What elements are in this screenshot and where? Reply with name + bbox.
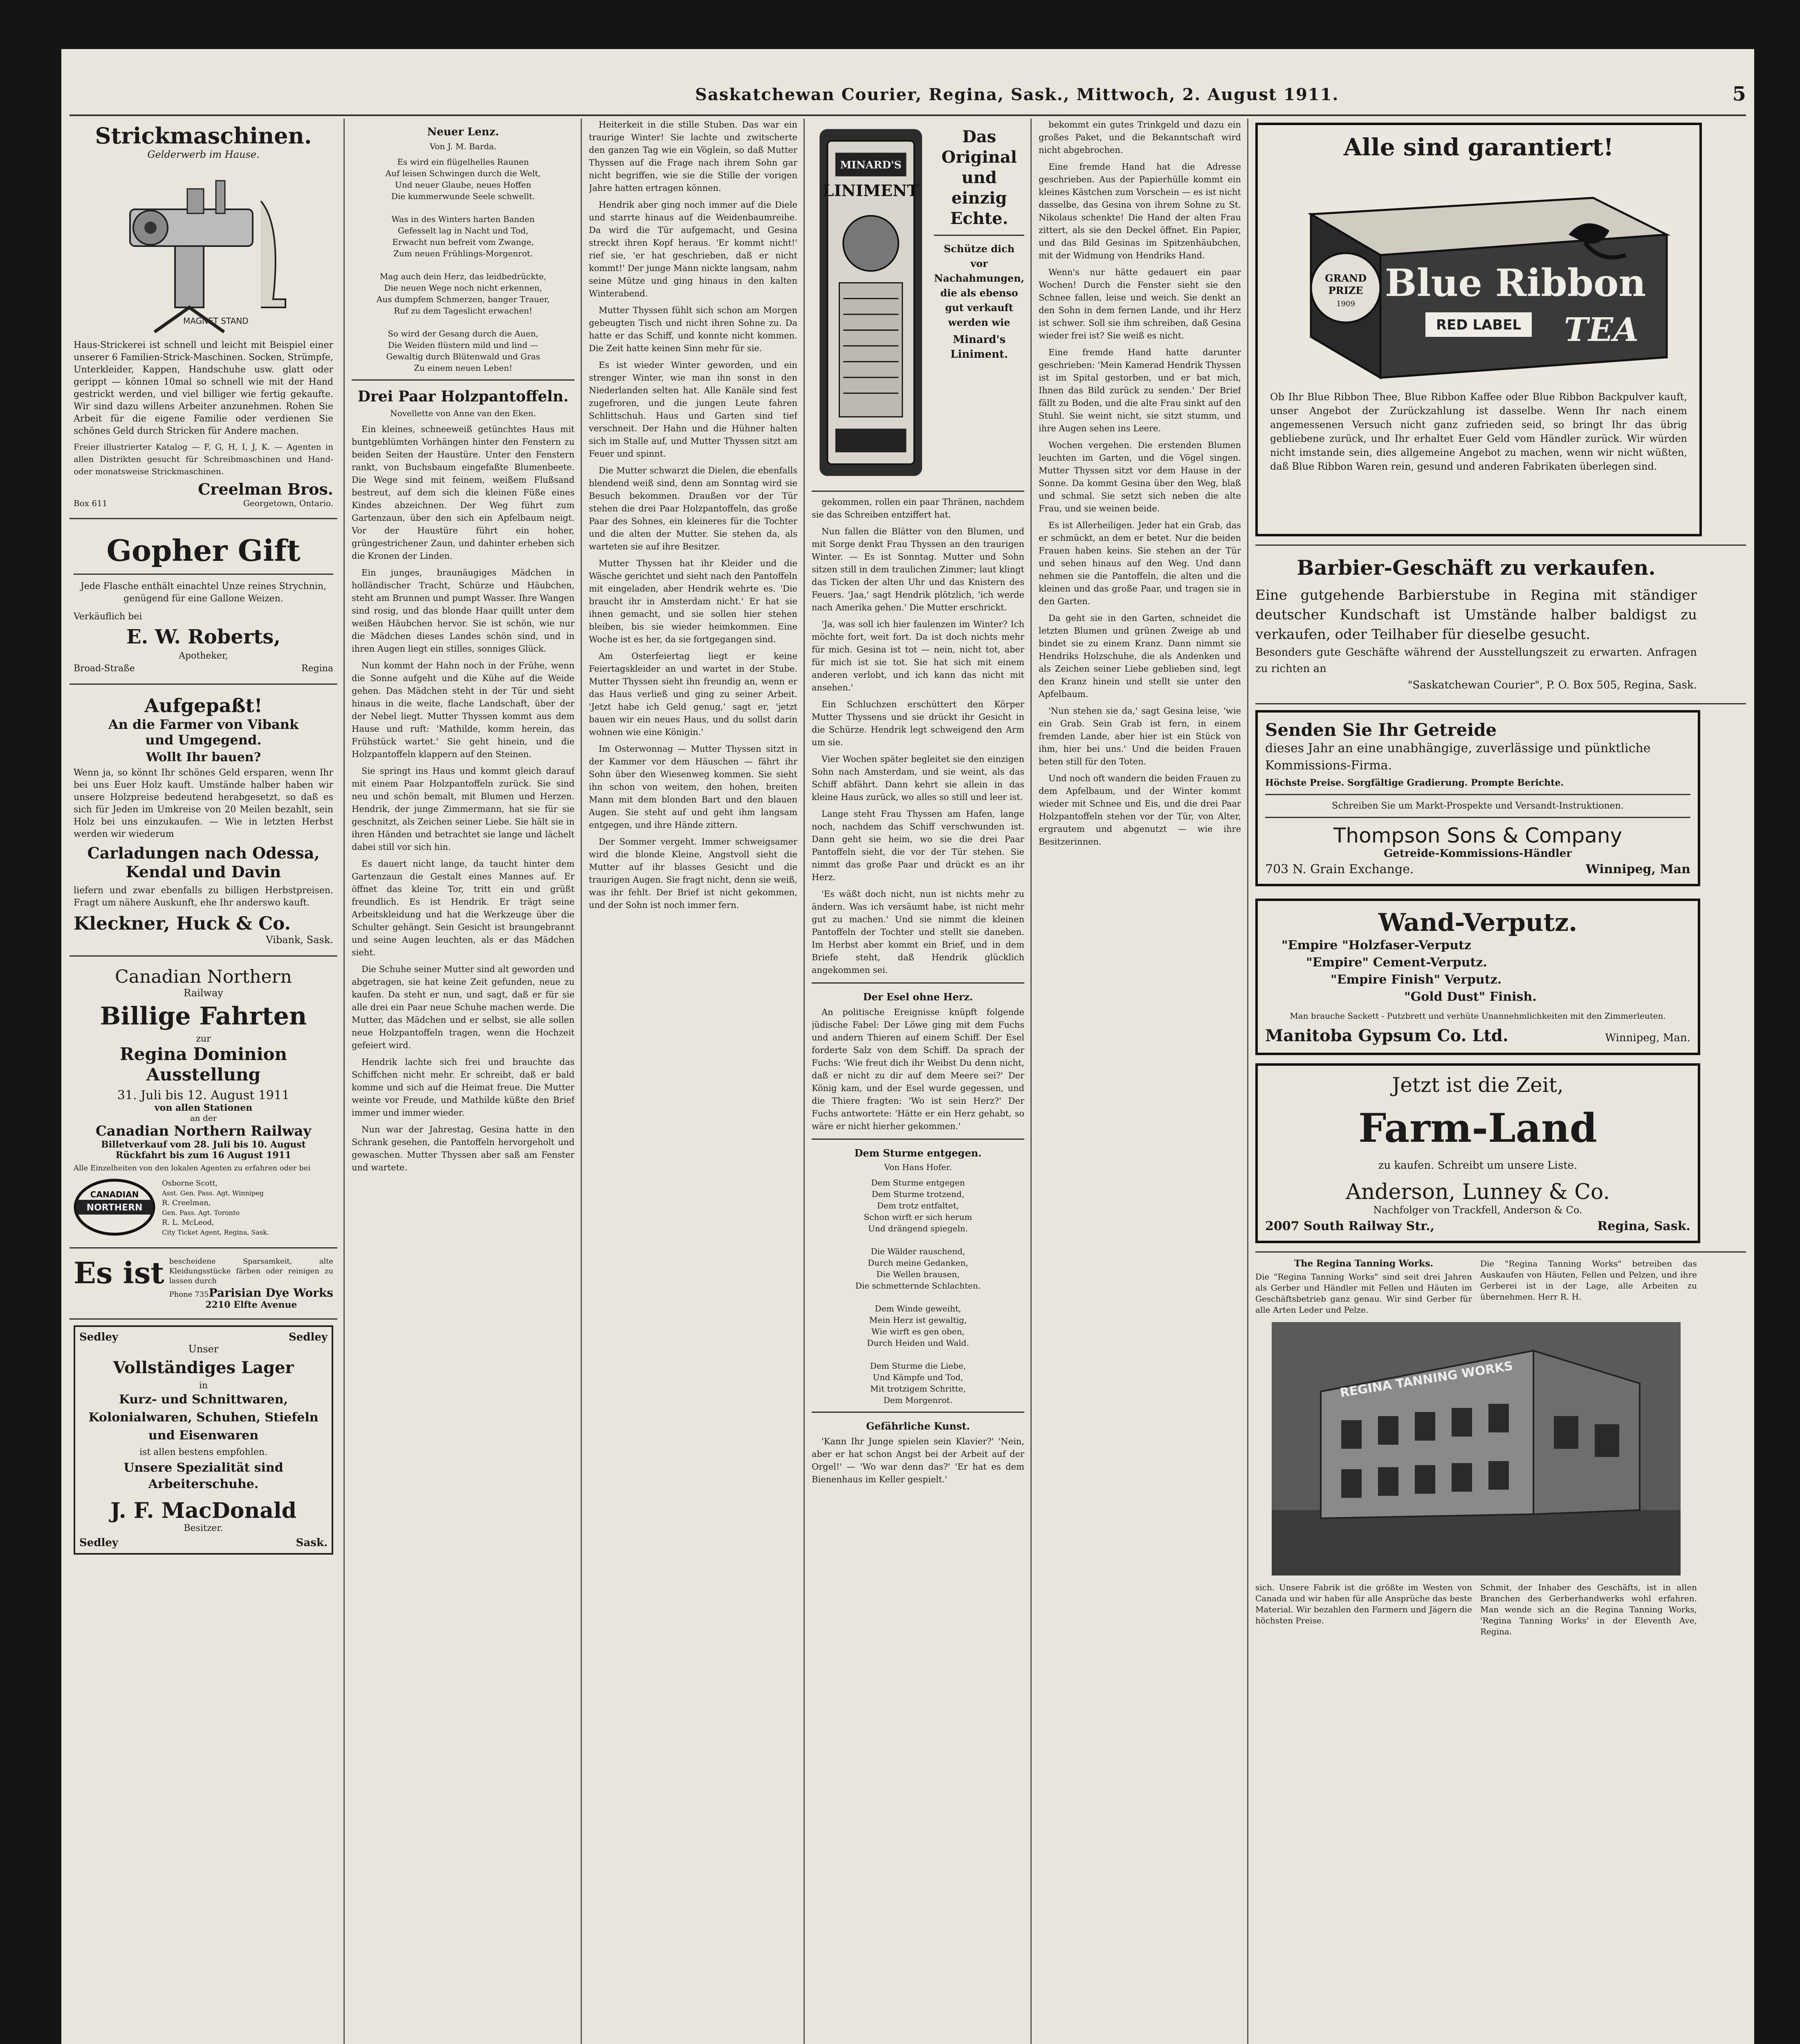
- divider: [1265, 817, 1690, 818]
- column-rule: [581, 119, 582, 2044]
- ad-sedley-foot-right: Sask.: [296, 1537, 328, 1549]
- story-paragraph: Da geht sie in den Garten, schneidet die letzten Blumen und grünen Zweige ab und bindet sie zu einem Kranz. Dann nimmt sie Hendriks Holzschuhe, die als Andenken und als Zeichen seiner Liebe geblieben sind, legt den Kranz hinein und stellt sie unter den Apfelbaum.: [1039, 613, 1241, 699]
- masthead: [61, 78, 1754, 114]
- ad-farm-succ: Nachfolger von Trackfell, Anderson & Co.: [1373, 1204, 1582, 1216]
- ad-wand-line2: "Empire" Cement-Verputz.: [1306, 955, 1487, 970]
- masthead-title: Saskatchewan Courier, Regina, Sask., Mittwoch, 2. August 1911.: [695, 85, 1339, 104]
- story-paragraph: 'Nun stehen sie da,' sagt Gesina leise, 'wie ein Grab. Sein Grab ist fern, in einem fremden Lande, aber hier ist ein Stück von ihm, hier bei uns.' Und die beiden Frauen beten still für den Toten.: [1039, 706, 1241, 766]
- ad-aufgepasst-sub3: Wollt Ihr bauen?: [146, 750, 261, 764]
- ad-sedley-foot: [79, 1537, 328, 1549]
- ad-wand-products: [1265, 937, 1690, 1006]
- ad-getreide-addr: 703 N. Grain Exchange.: [1265, 862, 1414, 876]
- story-paragraph: bekommt ein gutes Trinkgeld und dazu ein großes Paket, und die Bekanntschaft wird nicht abgebrochen.: [1039, 120, 1241, 155]
- ad-esist-firm: Parisian Dye Works: [209, 1286, 333, 1300]
- svg-text:GRAND: GRAND: [1325, 272, 1367, 284]
- agent-1-role: Asst. Gen. Pass. Agt. Winnipeg: [162, 1189, 264, 1197]
- divider: [1265, 794, 1690, 795]
- ad-strick-box: Box 611: [74, 498, 108, 508]
- ad-getreide-city: Winnipeg, Man: [1586, 862, 1690, 876]
- story-paragraph: Nun fallen die Blätter von den Blumen, und mit Sorge denkt Frau Thyssen an den traurigen Winter. — Es ist Sonntag. Mutter und Sohn sitzen still in dem traulichen Zimmer; laut klingt das Ticken der alten Uhr und das Knistern des Feuers. 'Jaa,' sagt Hendrik plötzlich, 'ich werde nach Amerika gehen.' Die Mutter erschrickt.: [812, 527, 1024, 612]
- divider: [70, 955, 337, 957]
- story-paragraph: Nun war der Jahrestag, Gesina hatte in den Schrank gesehen, die Pantoffeln hervorgeholt und gewaschen. Mutter Thyssen aber saß am Fenster und wartete.: [352, 1125, 575, 1172]
- divider: [70, 684, 337, 685]
- joke-body: 'Kann Ihr Junge spielen sein Klavier?' 'Nein, aber er hat schon Angst bei der Arbeit auf der Orgel!' — 'Wo war denn das?' 'Er hat es dem Bienenhaus im Keller gespielt.': [812, 1437, 1024, 1484]
- story-paragraph: 'Ja, was soll ich hier faulenzen im Winter? Ich möchte fort, weit fort. Da ist doch nichts mehr für mich. Gesina ist tot — nein, nicht tot, aber für mich ist sie tot. Sie hat sich mit einem anderen verlobt, und ich kann das nicht mit ansehen.': [812, 619, 1024, 693]
- ad-barbier-addr: "Saskatchewan Courier", P. O. Box 505, Regina, Sask.: [1407, 679, 1697, 691]
- ad-railway-agent-list: [162, 1179, 333, 1237]
- ad-farm-big: Farm-Land: [1358, 1105, 1597, 1151]
- ad-aufgepasst-sub1: An die Farmer von Vibank: [108, 717, 299, 732]
- svg-text:MAGNET STAND: MAGNET STAND: [183, 316, 249, 326]
- ad-sedley-firm: J. F. MacDonald: [110, 1498, 296, 1523]
- svg-text:PRIZE: PRIZE: [1328, 285, 1363, 296]
- ad-aufgepasst-city: Vibank, Sask.: [266, 934, 333, 946]
- ad-barbier-body: Eine gutgehende Barbierstube in Regina mit ständiger deutscher Kundschaft ist Umstände halber baldigst zu verkaufen, oder Teilhaber für dieselbe gesucht.: [1255, 587, 1697, 643]
- story-paragraph: Es ist wieder Winter geworden, und ein strenger Winter, wie man ihn sonst in den Niederlanden selten hat. Alle Kanäle sind fest zugefroren, und die jungen Leute fahren Schlittschuh. Haus und Garten sind tief verschneit. Der Hahn und die Hühner halten sich im Stalle auf, und Mutter Thyssen sitzt am Feuer und spinnt.: [589, 360, 797, 459]
- ad-gopher-address: [74, 663, 333, 674]
- story-paragraph: Hendrik lachte sich frei und brauchte das Schiffchen nicht mehr. Er schreibt, daß er bald komme und sich auf die Heimat freue. Die Mutter weinte vor Freude, und Mathilde küßte den Brief immer und immer wieder.: [352, 1057, 575, 1118]
- logo-text-bottom: NORTHERN: [86, 1203, 143, 1213]
- ad-wand-firm-row: [1265, 1026, 1690, 1045]
- story-paragraph: Eine fremde Hand hatte darunter geschrieben: 'Mein Kamerad Hendrik Thyssen ist im Spital gestorben, und er bat mich, Ihnen das Bild zurück zu senden.' Der Brief fällt zu Boden, und die alte Frau sinkt auf den Stuhl. Sie weint nicht, sie sitzt stumm, und ihre Augen sehen ins Leere.: [1039, 347, 1241, 433]
- divider: [812, 1139, 1024, 1140]
- ad-getreide-address: [1265, 862, 1690, 876]
- column-rule: [343, 119, 345, 2044]
- ad-aufgepasst-title: Aufgepaßt!: [144, 695, 263, 717]
- ad-gopher-gift: [70, 525, 337, 678]
- ad-railway-big: Billige Fahrten: [100, 1002, 307, 1031]
- ad-railway-dates: 31. Juli bis 12. August 1911: [117, 1088, 290, 1103]
- divider: [74, 574, 333, 575]
- ad-strick-city: Georgetown, Ontario.: [243, 498, 333, 508]
- story-paragraph: Mutter Thyssen hat ihr Kleider und die Wäsche gerichtet und sieht nach den Pantoffeln mit eingeladen, aber Hendrik wehrte es. 'Die braucht ihr in Amsterdam nicht.' Er hat sie ihnen gemacht, und sie sollen hier stehen bleiben, bis sie wieder heimkommen. Eine Woche ist es her, da sie fortgegangen sind.: [589, 558, 797, 644]
- newspaper-page: [61, 49, 1754, 2044]
- ad-farm-top: Jetzt ist die Zeit,: [1392, 1073, 1564, 1097]
- divider: [934, 235, 1024, 236]
- story-paragraph: Ein Schluchzen erschüttert den Körper Mutter Thyssens und sie drückt ihr Gesicht in die Schürze. Hendrik legt schweigend den Arm um sie.: [812, 699, 1024, 747]
- story-paragraph: Die Mutter schwarzt die Dielen, die ebenfalls blendend weiß sind, denn am Sonntag wird sie Besuch bekommen. Draußen vor der Tür stehen die drei Paar Holzpantoffeln, das große Paar des Sohnes, ein kleineres für die Tochter und die alten der Mutter. Sie stehen da, als warteten sie auf ihre Besitzer.: [589, 466, 797, 551]
- canadian-northern-logo: [74, 1179, 155, 1236]
- ad-farm-sub: zu kaufen. Schreibt um unsere Liste.: [1378, 1159, 1578, 1172]
- ad-wand-verputz: [1255, 899, 1700, 1055]
- ad-farm-city: Regina, Sask.: [1597, 1219, 1690, 1233]
- ad-railway-agents: [74, 1179, 333, 1237]
- ad-wand-city: Winnipeg, Man.: [1605, 1032, 1690, 1044]
- divider: [70, 518, 337, 519]
- column-story-4: [1039, 119, 1241, 2044]
- column-rule: [803, 119, 805, 2044]
- poem-author: Von J. M. Barda.: [429, 141, 497, 151]
- logo-text-top: CANADIAN: [90, 1190, 139, 1199]
- ad-getreide-role: Getreide-Kommissions-Händler: [1383, 847, 1572, 860]
- column-story-1: [352, 119, 575, 2044]
- ad-aufgepasst: [70, 690, 337, 950]
- column-story-2: [589, 119, 797, 2044]
- liniment-bottle-illustration: [812, 119, 930, 486]
- poem2-title: Dem Sturme entgegen.: [854, 1147, 982, 1159]
- divider: [70, 1318, 337, 1320]
- ad-aufgepasst-body2: liefern und zwar ebenfalls zu billigen Herbstpreisen. Fragt um nähere Auskunft, ehe Ihr anderswo kauft.: [74, 885, 333, 908]
- ad-aufgepasst-firm: Kleckner, Huck & Co.: [74, 913, 291, 934]
- agent-1-name: Osborne Scott,: [162, 1179, 218, 1188]
- ad-railway-name: Canadian Northern: [115, 966, 292, 987]
- agent-2-name: R. Creelman,: [162, 1199, 211, 1207]
- story-paragraph: Lange steht Frau Thyssen am Hafen, lange noch, nachdem das Schiff verschwunden ist. Dann geht sie heim, wo sie die drei Paar Pantoffeln sieht, die vor der Tür stehen. Sie nimmt das große Paar und drückt es an ihr Herz.: [812, 809, 1024, 882]
- poem2-body: Dem Sturme entgegen Dem Sturme trotzend, Dem trotz entfaltet, Schon wirft er sich herum Und drängend spiegeln. Die Wälder rauschend, Durch meine Gedanken, Die Wellen brausen, Die schmetternde Schlachten. Dem Winde geweiht, Mein Herz ist gewaltig, Wie wirft es gen oben, Durch Heiden und Wald. Dem Sturme die Liebe, Und Kämpfe und Tod, Mit trotzigem Schritte, Dem Morgenrot.: [855, 1178, 981, 1405]
- ad-sedley-owner: Besitzer.: [184, 1523, 223, 1533]
- story-paragraph: Ein junges, braunäugiges Mädchen in holländischer Tracht, Schürze und Häubchen, steht am Brunnen und pumpt Wasser. Ihre Wangen sind rosig, und das blonde Haar quillt unter dem weißen Häubchen hervor. Sie ist schön, wie nur die Mädchen dieses Landes schön sind, und in ihren Augen liegt ein stilles, sonniges Glück.: [352, 568, 575, 654]
- ad-railway-line: Canadian Northern Railway: [95, 1123, 312, 1139]
- ad-regina-tanning: [1255, 1258, 1697, 1637]
- ad-strick-title: Strickmaschinen.: [95, 123, 312, 149]
- ad-sedley: [74, 1325, 333, 1555]
- column-story-3: [812, 119, 1024, 2044]
- ad-tanning-body-left: Die "Regina Tanning Works" sind seit drei Jahren als Gerber und Händler mit Fellen und Häuten im Geschäftsbetrieb ganz genau. Wir sind Gerber für alle Arten Leder und Pelze.: [1255, 1272, 1472, 1315]
- masthead-rule: [70, 114, 1746, 116]
- ad-strick-firm: Creelman Bros.: [198, 480, 333, 498]
- ad-gopher-city: Regina: [301, 663, 333, 674]
- poem-title: Neuer Lenz.: [427, 126, 499, 138]
- ad-sedley-big: Vollständiges Lager: [113, 1358, 294, 1377]
- ad-gopher-street: Broad-Straße: [74, 663, 135, 674]
- story-paragraph: Wochen vergehen. Die erstenden Blumen leuchten im Garten, und die Vögel singen. Mutter Thyssen sitzt vor dem Hause in der Sonne. Da kommt Gesina über den Weg, blaß und schmal. Sie setzt sich neben die alte Frau, und sie weinen beide.: [1039, 440, 1241, 513]
- ad-farm-land: [1255, 1063, 1700, 1243]
- ad-getreide-sub: Schreiben Sie um Markt-Prospekte und Versandt-Instruktionen.: [1332, 801, 1624, 811]
- story-paragraph: Sie springt ins Haus und kommt gleich darauf mit einem Paar Holzpantoffeln zurück. Sie sind neu und schön bemalt, mit Blumen und Herzen. Hendrik, der junge Zimmermann, hat sie für sie geschnitzt, als Zeichen seiner Liebe. Sie hält sie in ihren Händen und betrachtet sie lange und lächelt dabei still vor sich hin.: [352, 766, 575, 852]
- ad-wand-note: Man brauche Sackett - Putzbrett und verhüte Unannehmlichkeiten mit den Zimmerleuten.: [1290, 1011, 1666, 1021]
- ad-barbier-title: Barbier-Geschäft zu verkaufen.: [1297, 556, 1656, 580]
- ad-farm-firm: Anderson, Lunney & Co.: [1346, 1180, 1610, 1204]
- story-paragraph: Vier Wochen später begleitet sie den einzigen Sohn nach Amsterdam, und sie weint, als das Schiff abfährt. Dann kehrt sie allein in das kleine Haus zurück, wo alles so still und leer ist.: [812, 754, 1024, 802]
- ad-strick-catalog: Freier illustrierter Katalog — F, G, H, I, J, K. — Agenten in allen Distrikten gesucht für Schreibmaschinen und Hand- oder monatsweise Strickmaschinen.: [74, 442, 333, 476]
- ad-sedley-top: [79, 1331, 328, 1343]
- ad-strickmaschinen: [70, 119, 337, 512]
- ad-blueribbon-slogan: Alle sind garantiert!: [1343, 133, 1614, 161]
- story-title: Drei Paar Holzpantoffeln.: [357, 388, 569, 405]
- ad-sedley-foot-left: Sedley: [79, 1537, 119, 1549]
- ad-aufgepasst-body: Wenn ja, so könnt Ihr schönes Geld ersparen, wenn Ihr bei uns Euer Holz kauft. Umstände halber haben wir unsere Holzpreise bedeutend herabgesetzt, so daß es sich für Jeden im Umkreise von 20 Meilen bezahlt, sein Holz bei uns einzukaufen. — Wie in letzten Herbst werden wir wiederum: [74, 768, 333, 839]
- tea-label-text: RED LABEL: [1436, 317, 1522, 333]
- story-paragraph: Hendrik aber ging noch immer auf die Diele und starrte hinaus auf die Weidenbaumreihe. Da wird die Tür aufgemacht, und Gesina streckt ihren Kopf heraus. 'Er kommt nicht!' rief sie, 'er hat geschrieben, daß er nicht kommt!' Der junge Mann nickte langsam, nahm seine Mütze und ging hinaus in den kalten Winterabend.: [589, 200, 797, 298]
- story-paragraph: 'Es wäßt doch nicht, nun ist nichts mehr zu ändern. Was ich versäumt habe, ist nicht mehr gut zu machen.' Und sie nimmt die kleinen Pantoffeln der Tochter und stellt sie daneben. Im Herbst aber kommt ein Brief, und in dem Briefe steht, daß Hendrik glücklich angekommen sei.: [812, 889, 1024, 975]
- ad-getreide-firm: Thompson Sons & Company: [1333, 824, 1623, 847]
- column-rule: [1030, 119, 1032, 2044]
- tea-word-text: TEA: [1564, 310, 1639, 349]
- ad-farm-address: [1265, 1219, 1690, 1233]
- ad-strick-firm-row: [74, 480, 333, 508]
- ad-liniment-body: Schütze dich vor Nachahmungen, die als ebenso gut verkauft werden wie: [934, 243, 1024, 328]
- joke-title: Gefährliche Kunst.: [866, 1420, 970, 1432]
- fable-body: An politische Ereignisse knüpft folgende jüdische Fabel: Der Löwe ging mit dem Fuchs und andern Thieren auf einem Schiff. Der Esel forderte Salz von dem Schiff. Da sprach der Fuchs: 'Wie freut dich ihr Weibst Du denn nicht, daß er nicht zu dir auf dem Meere sei?' Der König kam, und der Esel wurde gegessen, und die Thiere fragten: 'Wo ist sein Herz?' Der Fuchs antwortete: 'Hätte er ein Herz gehabt, so wäre er nicht hierher gekommen.': [812, 1007, 1024, 1131]
- ad-railway-event: Regina Dominion Ausstellung: [119, 1044, 287, 1085]
- ad-parisian-dye: [70, 1254, 337, 1313]
- story-paragraph: Am Osterfeiertag liegt er keine Feiertagskleider an und wartet in der Stube. Mutter Thyssen sieht ihn freundig an, wenn er das Haus verließ und ging zu seiner Arbeit. 'Jetzt habe ich Geld genug,' sagt er, 'jetzt bauen wir ein neues Haus, und du sollst darin wohnen wie eine Königin.': [589, 651, 797, 737]
- ad-wand-line3: "Empire Finish" Verputz.: [1331, 973, 1502, 987]
- poem-body: Es wird ein flügelhelles Raunen Auf leisen Schwingen durch die Welt, Und neuer Glaube, neues Hoffen Die kummerwunde Seele schwellt. Was in des Winters harten Banden Gefesselt lag in Nacht und Tod, Erwacht nun befreit vom Zwange, Zum neuen Frühlings-Morgenrot. Mag auch dein Herz, das leidbedrückte, Die neuen Wege noch nicht erkennen, Aus dumpfem Schmerzen, banger Trauer, Ruf zu dem Tageslicht erwachen! So wird der Gesang durch die Auen, Die Weiden flüstern mild und lind — Gewaltig durch Blütenwald und Gras Zu einem neuen Leben!: [376, 157, 550, 373]
- ad-wand-line4: "Gold Dust" Finish.: [1404, 990, 1537, 1004]
- tanning-works-building-photo: [1272, 1322, 1681, 1576]
- svg-text:1909: 1909: [1336, 300, 1355, 308]
- ad-sedley-right: Sedley: [288, 1331, 328, 1343]
- ad-railway-an: an der: [190, 1113, 217, 1123]
- tea-brand-text: Blue Ribbon: [1385, 261, 1646, 305]
- ad-liniment-big: Das Original und einzig Echte.: [941, 127, 1017, 228]
- divider: [812, 1412, 1024, 1413]
- svg-text:LINIMENT: LINIMENT: [823, 182, 919, 200]
- ad-minards-liniment: [812, 119, 1024, 492]
- divider: [1255, 545, 1746, 546]
- story-paragraph: Mutter Thyssen fühlt sich schon am Morgen gebeugten Tisch und nicht ihren Sohne zu. Da hatte er das Schiff, und konnte nicht kommen. Die Zeit hatte keinen Sinn mehr für sie.: [589, 305, 797, 353]
- knitting-machine-illustration: [105, 164, 302, 336]
- story-paragraph: gekommen, rollen ein paar Thränen, nachdem sie das Schreiben entziffert hat.: [812, 497, 1024, 520]
- divider: [352, 379, 575, 381]
- ad-esist-firm-row: [169, 1286, 333, 1300]
- story-paragraph: Ein kleines, schneeweiß getünchtes Haus mit buntgeblümten Vorhängen hinter den Fenstern zu beiden Seiten der Haustüre. Unter den Fenstern rankt, von Buchsbaum eingefaßte Blumenbeete. Die Wege sind mit feinem, weißem Flußsand bestreut, auf dem sich die kleinen Füße eines Kindes abzeichnen. Der Weg führt zum Gartenzaun, über den sich ein Apfelbaum neigt. Vor der Haustüre führt ein hoher, grüngestrichener Zaun, und dahinter erheben sich die Kronen der Linden.: [352, 424, 575, 561]
- ad-gopher-role: Apotheker,: [179, 651, 228, 661]
- agent-3-role: City Ticket Agent, Regina, Sask.: [162, 1228, 269, 1236]
- ad-strick-body: Haus-Strickerei ist schnell und leicht mit Beispiel einer unserer 6 Familien-Strick-Maschinen. Socken, Strümpfe, Unterkleider, Kappen, Handschuhe usw. glatt oder gerippt — können 10mal so schnell wie mit der Hand gestrickt werden, und viel billiger wie fertig gekaufte. Wir sind dazu willens Arbeiter anzunehmen. Rohen Sie Arbeit für die eigene Familie oder verdienen Sie schönes Geld durch Stricken für Andere machen.: [74, 340, 333, 436]
- ad-railway-from: von allen Stationen: [154, 1103, 253, 1113]
- ad-barbier: [1255, 551, 1697, 697]
- fable-title: Der Esel ohne Herz.: [863, 991, 973, 1003]
- story-paragraph: Eine fremde Hand hat die Adresse geschrieben. Aus der Papierhülle kommt ein kleines Kästchen zum Vorschein — es ist nicht dasselbe, das Gesina von ihrem Sohne zu St. Nikolaus schenkte! Die Hand der alten Frau zittert, als sie den Deckel öffnet. Ein Papier, und das Bild Gesinas im Spitzenhäubchen, mit der Widmung von Hendriks Hand.: [1039, 162, 1241, 260]
- story-paragraph: Die Schuhe seiner Mutter sind alt geworden und abgetragen, sie hat keine Zeit gefunden, neue zu kaufen. Da steht er nun, und sagt, daß er für sie alle drei ein Paar neue Schuhe machen werde. Die Mutter, das Mädchen und er selbst, sie alle sollen neue Holzpantoffeln tragen, wenn die Hochzeit gefeiert wird.: [352, 964, 575, 1050]
- ad-tanning-title: The Regina Tanning Works.: [1294, 1258, 1434, 1269]
- divider: [1255, 1251, 1746, 1253]
- ad-gopher-firm: E. W. Roberts,: [126, 625, 281, 648]
- ad-strick-subtitle: Gelderwerb im Hause.: [147, 149, 260, 160]
- story-paragraph: Heiterkeit in die stille Stuben. Das war ein traurige Winter! Sie lachte und zwitscherte den ganzen Tag wie ein Vöglein, so daß Mutter Thyssen auf die Frage nach ihrem Sohn gar nicht begriffen, wie sie die Stille der vorigen Jahre hatten ertragen können.: [589, 120, 797, 193]
- poem2-author: Von Hans Hofer.: [884, 1162, 952, 1172]
- building-sign-text: REGINA TANNING WORKS: [1339, 1358, 1514, 1401]
- column-rule: [1247, 119, 1248, 2044]
- ad-railway-note: Alle Einzelheiten von den lokalen Agenten zu erfahren oder bei: [74, 1164, 311, 1172]
- ad-farm-addr: 2007 South Railway Str.,: [1265, 1219, 1434, 1233]
- story-paragraph: Wenn's nur hätte gedauert ein paar Wochen! Durch die Fenster sieht sie den Schnee fallen, leise und weich. Sie denkt an den Sohn in dem fernen Lande, und ihr Herz ist schwer. Soll sie ihm schreiben, daß Gesina wieder frei ist? Sie weiß es nicht.: [1039, 267, 1241, 341]
- ad-tanning-body-right: Die "Regina Tanning Works" betreiben das Auskaufen von Häuten, Fellen und Pelzen, und ihre Gerberei ist in der Lage, alle Arbeiten zu übernehmen. Herr R. H.: [1480, 1259, 1697, 1302]
- ad-gopher-body: Jede Flasche enthält einachtel Unze reines Strychnin, genügend für eine Gallone Weizen.: [80, 581, 327, 604]
- ad-getreide-title: Senden Sie Ihr Getreide: [1265, 720, 1497, 740]
- story-paragraph: Nun kommt der Hahn noch in der Frühe, wenn die Sonne aufgeht und die Kühe auf die Weide gehen. Das Mädchen steht in der Tür und sieht hinaus in die weite, flache Landschaft, über der der Nebel liegt. Mutter Thyssen kommt aus dem Hause und ruft: 'Mathilde, komm herein, das Frühstück wartet.' Sie geht hinein, und die Holzpantoffeln klappern auf den Steinen.: [352, 661, 575, 759]
- story-paragraph: Im Osterwonnag — Mutter Thyssen sitzt in der Kammer vor dem Häuschen — fährt ihr Sohn über den Wiesenweg kommen. Sie sieht ihn schon von weitem, den hohen, breiten Mann mit dem blonden Bart und den blauen Augen. Sie steht auf und geht ihm langsam entgegen, und ihre Hände zittern.: [589, 744, 797, 830]
- ad-wand-line1: "Empire "Holzfaser-Verputz: [1282, 938, 1471, 953]
- ad-sedley-rec: ist allen bestens empfohlen.: [139, 1447, 267, 1457]
- ad-getreide-line: Höchste Preise. Sorgfältige Gradierung. Prompte Berichte.: [1265, 778, 1564, 788]
- ad-railway-sale: Billetverkauf vom 28. Juli bis 10. August: [101, 1139, 306, 1150]
- ad-liniment-brand: Minard's Liniment.: [950, 334, 1008, 361]
- ad-aufgepasst-big: Carladungen nach Odessa, Kendal und Davin: [87, 844, 320, 881]
- ad-esist-big: Es ist: [74, 1255, 164, 1290]
- column-ads-right: [1255, 119, 1746, 2044]
- page-number: 5: [1732, 83, 1746, 105]
- ad-thompson-sons: [1255, 710, 1700, 886]
- ad-railway-return: Rückfahrt bis zum 16 August 1911: [115, 1150, 292, 1161]
- ad-blue-ribbon: [1255, 123, 1702, 536]
- ad-tanning-foot-left: sich. Unsere Fabrik ist die größte im Westen von Canada und wir haben für alle Ansprüche das beste Material. Wir bezahlen den Farmern und Jägern die höchsten Preise.: [1255, 1582, 1472, 1625]
- story-paragraph: Es ist Allerheiligen. Jeder hat ein Grab, das er schmückt, an dem er betet. Nur die beiden Frauen haben keins. Sie stehen an der Tür und sehen hinaus auf den Weg. Und dann nehmen sie die Pantoffeln, die alten und die kleinen und das große Paar, und tragen sie in den Garten.: [1039, 520, 1241, 606]
- ad-sedley-unser: Unser: [188, 1343, 219, 1355]
- ad-gopher-sold: Verkäuflich bei: [74, 612, 142, 622]
- ad-sedley-in: in: [199, 1381, 208, 1391]
- divider: [1255, 703, 1746, 704]
- ad-wand-title: Wand-Verputz.: [1378, 908, 1578, 937]
- divider: [70, 1247, 337, 1248]
- ad-gopher-title: Gopher Gift: [106, 533, 301, 568]
- ad-tanning-foot-right: Schmit, der Inhaber des Geschäfts, ist in allen Branchen des Gerberhandwerks wohl erfahren. Man wende sich an die Regina Tanning Works, 'Regina Tanning Works' in der Eleventh Ave, Regina.: [1480, 1582, 1697, 1636]
- ad-esist-phone: Phone 735: [169, 1290, 209, 1299]
- ad-tanning-top: [1255, 1258, 1697, 1316]
- divider: [812, 982, 1024, 984]
- story-paragraph: Es dauert nicht lange, da taucht hinter dem Gartenzaun die Gestalt eines Mannes auf. Er öffnet das kleine Tor, tritt ein und grüßt freundlich. Es ist Hendrik. Er trägt seine Arbeitskleidung und hat die Werkzeuge über die Schulter gehängt. Sein Gesicht ist braungebrannt und seine Augen leuchten, als er das Mädchen sieht.: [352, 859, 575, 957]
- story-paragraph: Der Sommer vergeht. Immer schweigsamer wird die blonde Kleine, Angstvoll sieht die Mutter auf ihr blasses Gesicht und die traurigen Augen. Sie fragt nicht, denn sie weiß, was ihr fehlt. Der Brief ist nicht gekommen, und der Sohn ist noch immer fern.: [589, 837, 797, 910]
- ad-railway-zur: zur: [196, 1034, 211, 1044]
- ad-esist-addr: 2210 Elfte Avenue: [205, 1300, 297, 1310]
- ad-aufgepasst-sub2: und Umgegend.: [145, 732, 262, 748]
- agent-3-name: R. L. McLeod,: [162, 1218, 214, 1227]
- ad-esist-body: bescheidene Sparsamkeit, alte Kleidungsstücke färben oder reinigen zu lassen durch: [169, 1257, 333, 1285]
- story-author: Novellette von Anne van den Eken.: [390, 408, 536, 418]
- agent-2-role: Gen. Pass. Agt. Toronto: [162, 1209, 240, 1217]
- story-paragraph: Und noch oft wandern die beiden Frauen zu dem Apfelbaum, und der Winter kommt wieder mit Schnee und Eis, und die drei Paar Holzpantoffeln stehen vor der Tür, von Alter, ergrautem und abgenutzt — wie ihre Besitzerinnen.: [1039, 773, 1241, 847]
- ad-getreide-body: dieses Jahr an eine unabhängige, zuverlässige und pünktliche Kommissions-Firma.: [1265, 741, 1651, 773]
- ad-wand-firm: Manitoba Gypsum Co. Ltd.: [1265, 1026, 1508, 1045]
- column-ads-left: [70, 119, 337, 2044]
- ad-blueribbon-body: Ob Ihr Blue Ribbon Thee, Blue Ribbon Kaffee oder Blue Ribbon Backpulver kauft, unser Angebot der Zurückzahlung ist dasselbe. Wenn Ihr nach einem angemessenen Versuch nicht ganz zufrieden seid, so bringt Ihr das übrig gebliebene zurück, und Ihr erhaltet Euer Geld vom Händler zurück. Wir würden nicht imstande sein, dies allgemeine Angebot zu machen, wenn wir nicht wüßten, daß Blue Ribbon Waren rein, gesund und anderen Fabrikaten überlegen sind.: [1270, 391, 1687, 472]
- ad-sedley-items: Kurz- und Schnittwaren, Kolonialwaren, Schuhen, Stiefeln und Eisenwaren: [88, 1392, 319, 1443]
- ad-sedley-left: Sedley: [79, 1331, 119, 1343]
- ad-canadian-northern: [70, 962, 337, 1242]
- blue-ribbon-tea-package: [1274, 165, 1683, 386]
- ad-barbier-body2: Besonders gute Geschäfte während der Ausstellungszeit zu erwarten. Anfragen zu richten an: [1255, 646, 1697, 675]
- ad-sedley-spec: Unsere Spezialität sind Arbeiterschuhe.: [123, 1461, 283, 1491]
- svg-text:MINARD'S: MINARD'S: [840, 159, 902, 171]
- ad-railway-sub: Railway: [184, 987, 223, 999]
- ad-tanning-foot: [1255, 1582, 1697, 1637]
